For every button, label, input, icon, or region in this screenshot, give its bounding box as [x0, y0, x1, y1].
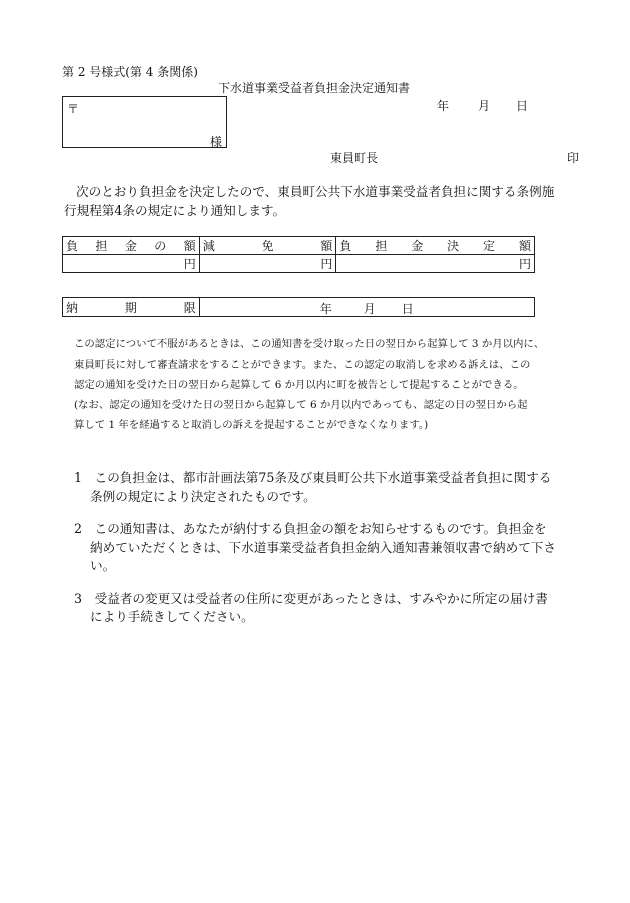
intro-line-1: 次のとおり負担金を決定したので、東員町公共下水道事業受益者負担に関する条例施: [76, 184, 555, 199]
date-month-label: 月: [478, 99, 491, 113]
header-decided-amount: [336, 237, 535, 255]
deadline-date-cell: [199, 298, 534, 317]
recipient-honorific: 様: [209, 135, 222, 149]
header-burden-amount: [63, 237, 200, 255]
header-char: 負: [66, 239, 79, 253]
deadline-row: [63, 298, 535, 317]
seal-mark: 印: [567, 151, 580, 165]
form-number: 第 2 号様式(第 4 条関係): [62, 65, 198, 79]
appeal-notice-line: 東員町長に対して審査請求をすることができます。また、この認定の取消しを求める訴えは、この: [74, 359, 531, 371]
decided-amount-cell: [336, 255, 535, 273]
header-char: 金: [411, 239, 424, 253]
header-char: 担: [375, 239, 388, 253]
deadline-day-label: 日: [401, 302, 414, 316]
postal-mark: 〒: [67, 102, 80, 116]
yen-unit: 円: [518, 257, 531, 271]
appeal-notice-line: (なお、認定の通知を受けた日の翌日から起算して 6 か月以内であっても、認定の日の翌日から起: [74, 399, 528, 411]
header-char: 決: [447, 239, 460, 253]
note-2-line: い。: [90, 558, 116, 573]
appeal-notice-line: 算して 1 年を経過すると取消しの訴えを提起することができなくなります。): [74, 419, 429, 431]
label-char: 限: [183, 300, 196, 315]
note-3-line: により手続きしてください。: [90, 609, 254, 624]
header-char: 減: [202, 239, 215, 253]
note-2-line: 納めていただくときは、下水道事業受益者負担金納入通知書兼領収書で納めて下さ: [90, 540, 556, 555]
amount-header-row: [63, 237, 535, 255]
deadline-table: [62, 297, 535, 317]
note-3-line: 3 受益者の変更又は受益者の住所に変更があったときは、すみやかに所定の届け書: [74, 591, 548, 606]
deadline-year-label: 年: [319, 302, 332, 316]
amount-table: [62, 236, 535, 273]
header-char: 担: [95, 239, 108, 253]
intro-line-2: 行規程第4条の規定により通知します。: [64, 203, 286, 218]
amount-value-row: [63, 255, 535, 273]
header-char: 額: [518, 239, 531, 253]
yen-unit: 円: [183, 257, 196, 271]
note-1-line: 条例の規定により決定されたものです。: [90, 489, 316, 504]
header-char: 免: [261, 239, 274, 253]
header-char: 額: [183, 239, 196, 253]
header-char: 負: [339, 239, 352, 253]
recipient-address-box: [62, 96, 227, 148]
label-char: 納: [66, 300, 79, 315]
appeal-notice-line: この認定について不服があるときは、この通知書を受け取った日の翌日から起算して 3 か月以内に、: [74, 338, 545, 350]
appeal-notice-line: 認定の通知を受けた日の翌日から起算して 6 か月以内に町を被告として提起することができる。: [74, 379, 524, 391]
label-char: 期: [124, 300, 137, 315]
document-title: 下水道事業受益者負担金決定通知書: [218, 81, 411, 95]
note-1-line: 1 この負担金は、都市計画法第75条及び東員町公共下水道事業受益者負担に関する: [74, 470, 552, 485]
deadline-month-label: 月: [363, 302, 376, 316]
issuer-name: 東員町長: [330, 151, 379, 165]
reduction-amount-cell: [199, 255, 336, 273]
header-reduction-amount: [199, 237, 336, 255]
burden-amount-cell: [63, 255, 200, 273]
header-char: 額: [320, 239, 333, 253]
date-day-label: 日: [516, 99, 529, 113]
header-char: 金: [124, 239, 137, 253]
date-year-label: 年: [437, 99, 450, 113]
header-char: 定: [483, 239, 496, 253]
deadline-label: [63, 298, 200, 317]
note-2-line: 2 この通知書は、あなたが納付する負担金の額をお知らせするものです。負担金を: [74, 521, 547, 536]
header-char: の: [154, 239, 167, 253]
yen-unit: 円: [320, 257, 333, 271]
